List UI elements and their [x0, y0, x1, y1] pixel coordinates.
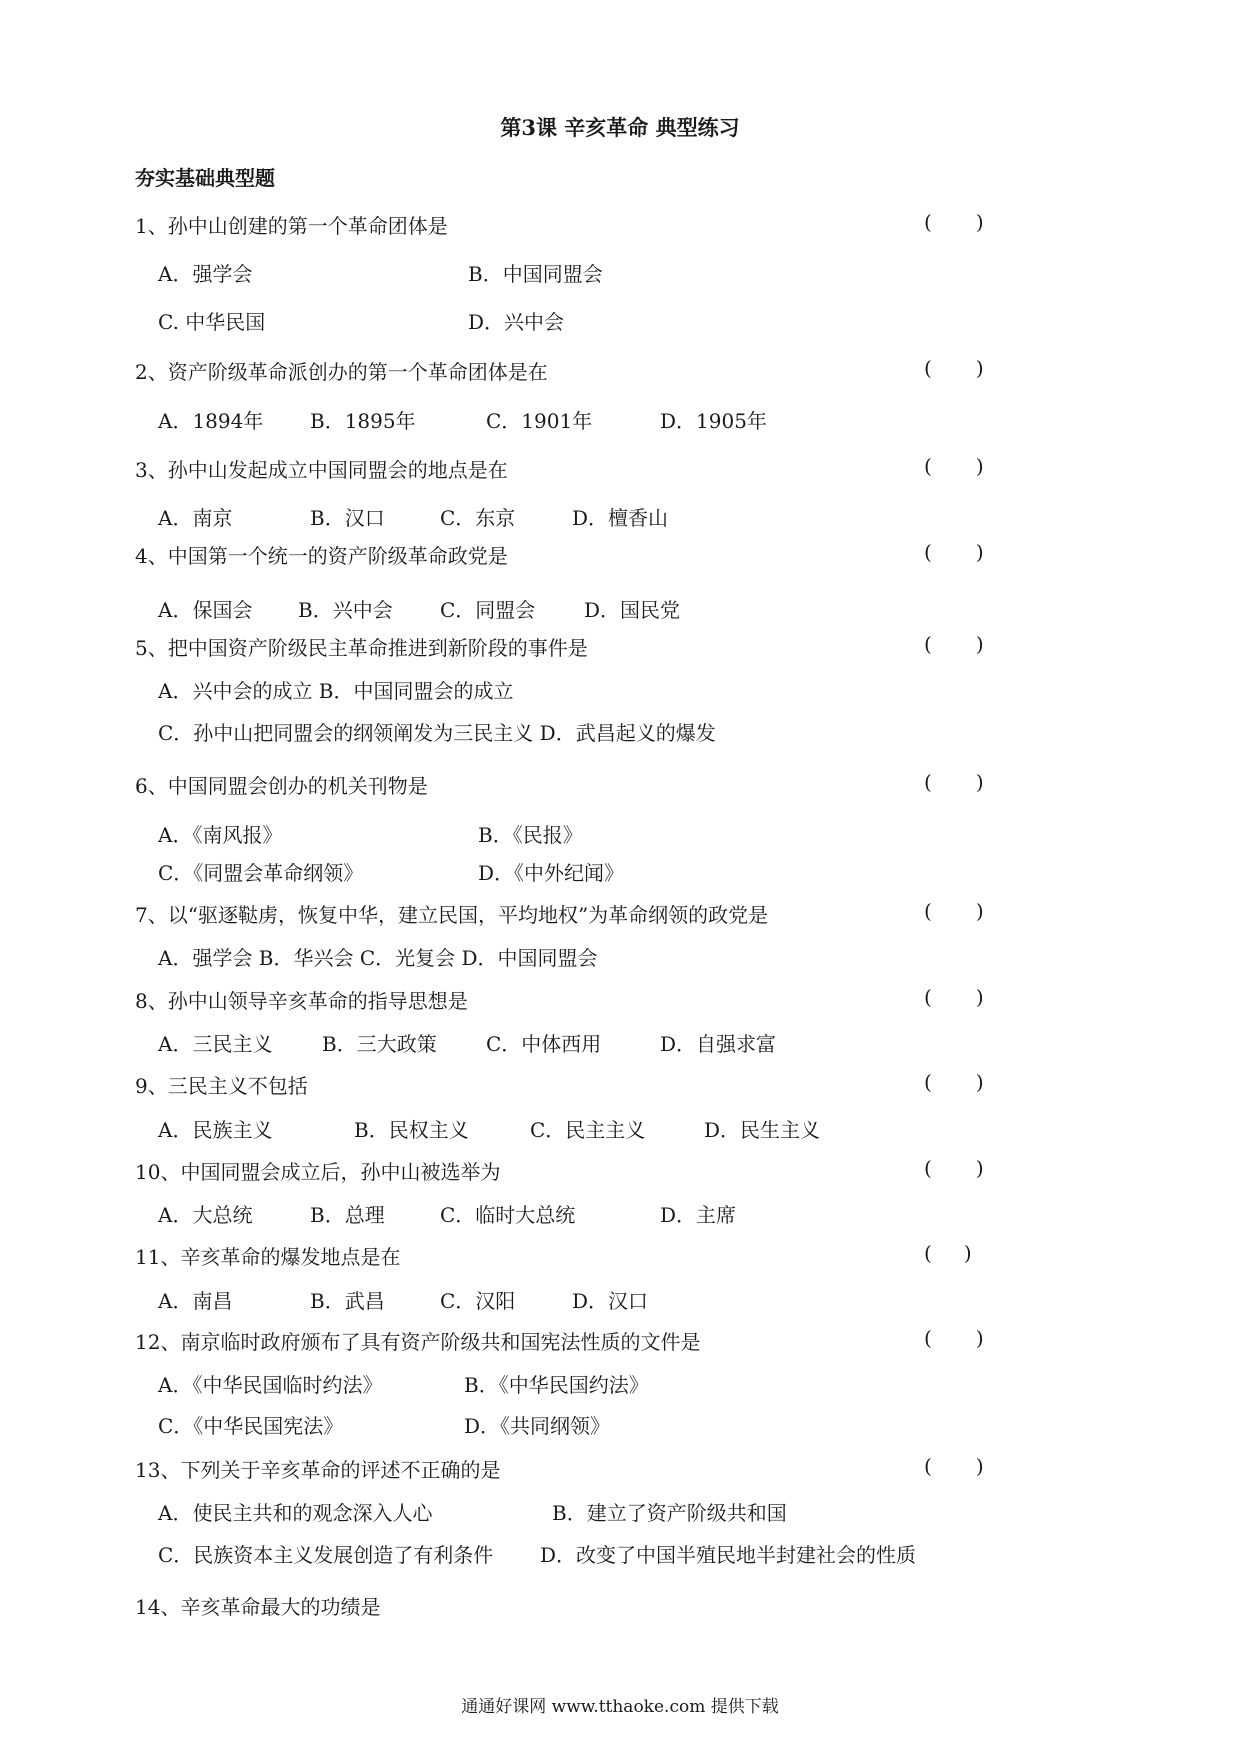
q5-option-ab: A．兴中会的成立 B．中国同盟会的成立	[158, 679, 514, 703]
answer-blank-7: ( )	[924, 899, 984, 923]
q11-option-b: B．武昌	[310, 1289, 385, 1313]
q10-option-a: A．大总统	[158, 1203, 253, 1227]
q4-option-c: C．同盟会	[440, 598, 536, 622]
answer-blank-12: ( )	[924, 1326, 984, 1350]
q1-option-b: B．中国同盟会	[468, 262, 603, 286]
q6-option-a: A．《南风报》	[158, 823, 283, 847]
q12-option-b: B．《中华民国约法》	[464, 1373, 649, 1397]
q8-option-a: A．三民主义	[158, 1032, 273, 1056]
q13-option-b: B．建立了资产阶级共和国	[552, 1501, 787, 1525]
answer-blank-8: ( )	[924, 985, 984, 1009]
q5-option-cd: C．孙中山把同盟会的纲领阐发为三民主义 D．武昌起义的爆发	[158, 721, 716, 745]
answer-blank-10: ( )	[924, 1156, 984, 1180]
q9-option-c: C．民主主义	[530, 1118, 646, 1142]
q8-option-d: D．自强求富	[660, 1032, 777, 1056]
q2-option-c: C．1901年	[486, 409, 593, 433]
q3-option-a: A．南京	[158, 506, 233, 530]
question-11-stem: 11、辛亥革命的爆发地点是在	[135, 1245, 401, 1269]
q6-option-d: D．《中外纪闻》	[478, 861, 625, 885]
q1-option-c: C. 中华民国	[158, 310, 266, 334]
question-13-stem: 13、下列关于辛亥革命的评述不正确的是	[135, 1458, 501, 1482]
answer-blank-2: ( )	[924, 356, 984, 380]
q12-option-c: C．《中华民国宪法》	[158, 1414, 344, 1438]
q13-option-d: D．改变了中国半殖民地半封建社会的性质	[540, 1543, 917, 1567]
q3-option-c: C．东京	[440, 506, 516, 530]
question-6-stem: 6、中国同盟会创办的机关刊物是	[135, 774, 428, 798]
page-title: 第3课 辛亥革命 典型练习	[500, 115, 740, 140]
question-4-stem: 4、中国第一个统一的资产阶级革命政党是	[135, 544, 508, 568]
q10-option-c: C．临时大总统	[440, 1203, 576, 1227]
q13-option-c: C．民族资本主义发展创造了有利条件	[158, 1543, 494, 1567]
answer-blank-6: ( )	[924, 770, 984, 794]
question-14-stem: 14、辛亥革命最大的功绩是	[135, 1595, 381, 1619]
answer-blank-5: ( )	[924, 632, 984, 656]
q6-option-b: B．《民报》	[478, 823, 583, 847]
answer-blank-9: ( )	[924, 1070, 984, 1094]
q4-option-b: B．兴中会	[298, 598, 393, 622]
q4-option-d: D．国民党	[584, 598, 681, 622]
question-2-stem: 2、资产阶级革命派创办的第一个革命团体是在	[135, 360, 548, 384]
answer-blank-3: ( )	[924, 454, 984, 478]
q9-option-d: D．民生主义	[704, 1118, 821, 1142]
answer-blank-11: ( )	[924, 1241, 972, 1265]
q4-option-a: A．保国会	[158, 598, 253, 622]
question-8-stem: 8、孙中山领导辛亥革命的指导思想是	[135, 989, 468, 1013]
question-1-stem: 1、孙中山创建的第一个革命团体是	[135, 214, 448, 238]
question-7-stem: 7、以“驱逐鞑虏，恢复中华，建立民国，平均地权”为革命纲领的政党是	[135, 903, 769, 927]
q7-options: A．强学会 B．华兴会 C．光复会 D．中国同盟会	[158, 946, 598, 970]
question-12-stem: 12、南京临时政府颁布了具有资产阶级共和国宪法性质的文件是	[135, 1330, 701, 1354]
answer-blank-1: ( )	[924, 210, 984, 234]
q1-option-d: D．兴中会	[468, 310, 565, 334]
q12-option-d: D．《共同纲领》	[464, 1414, 611, 1438]
q3-option-b: B．汉口	[310, 506, 385, 530]
q8-option-b: B．三大政策	[322, 1032, 437, 1056]
q10-option-d: D．主席	[660, 1203, 737, 1227]
q11-option-a: A．南昌	[158, 1289, 233, 1313]
q10-option-b: B．总理	[310, 1203, 385, 1227]
q13-option-a: A．使民主共和的观念深入人心	[158, 1501, 433, 1525]
answer-blank-13: ( )	[924, 1454, 984, 1478]
q9-option-a: A．民族主义	[158, 1118, 273, 1142]
question-9-stem: 9、三民主义不包括	[135, 1074, 308, 1098]
q2-option-d: D．1905年	[660, 409, 767, 433]
q11-option-d: D．汉口	[572, 1289, 649, 1313]
q1-option-a: A．强学会	[158, 262, 253, 286]
q2-option-a: A．1894年	[158, 409, 264, 433]
q2-option-b: B．1895年	[310, 409, 416, 433]
question-5-stem: 5、把中国资产阶级民主革命推进到新阶段的事件是	[135, 636, 588, 660]
q8-option-c: C．中体西用	[486, 1032, 602, 1056]
q11-option-c: C．汉阳	[440, 1289, 516, 1313]
q6-option-c: C．《同盟会革命纲领》	[158, 861, 364, 885]
answer-blank-4: ( )	[924, 540, 984, 564]
page-footer: 通通好课网 www.tthaoke.com 提供下载	[461, 1697, 779, 1717]
section-heading: 夯实基础典型题	[135, 166, 275, 190]
question-10-stem: 10、中国同盟会成立后，孙中山被选举为	[135, 1160, 501, 1184]
q12-option-a: A．《中华民国临时约法》	[158, 1373, 383, 1397]
q3-option-d: D．檀香山	[572, 506, 669, 530]
question-3-stem: 3、孙中山发起成立中国同盟会的地点是在	[135, 458, 508, 482]
q9-option-b: B．民权主义	[354, 1118, 469, 1142]
